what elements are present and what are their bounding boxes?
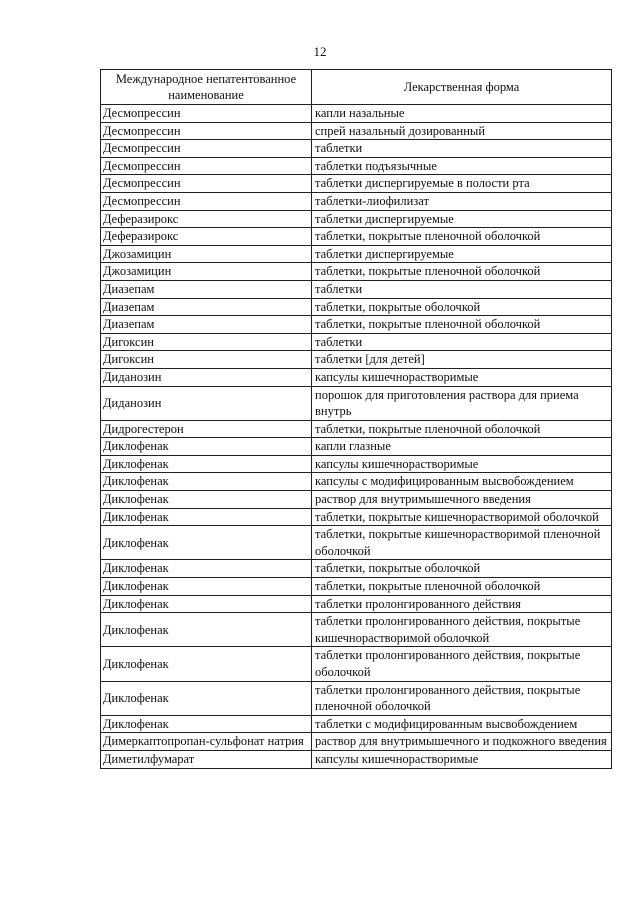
drug-name-cell: Дидрогестерон xyxy=(101,420,312,438)
dosage-form-cell: таблетки, покрытые пленочной оболочкой xyxy=(312,316,612,334)
drug-name-cell: Диазепам xyxy=(101,298,312,316)
table-row xyxy=(101,316,612,334)
dosage-form-cell: таблетки, покрытые кишечнорастворимой пленочной оболочкой xyxy=(312,526,612,560)
dosage-form-cell: капли назальные xyxy=(312,105,612,123)
table-row xyxy=(101,386,612,420)
table-row xyxy=(101,733,612,751)
table-row xyxy=(101,715,612,733)
table-row xyxy=(101,420,612,438)
drug-name-cell: Диклофенак xyxy=(101,578,312,596)
drug-name-cell: Диклофенак xyxy=(101,526,312,560)
drug-name-cell: Дигоксин xyxy=(101,333,312,351)
dosage-form-cell: порошок для приготовления раствора для приема внутрь xyxy=(312,386,612,420)
dosage-form-cell: спрей назальный дозированный xyxy=(312,122,612,140)
dosage-form-cell: капсулы кишечнорастворимые xyxy=(312,455,612,473)
drug-name-cell: Диклофенак xyxy=(101,508,312,526)
drug-name-cell: Джозамицин xyxy=(101,263,312,281)
table-row xyxy=(101,473,612,491)
table-row xyxy=(101,298,612,316)
drug-name-cell: Десмопрессин xyxy=(101,192,312,210)
table-row xyxy=(101,245,612,263)
header-name: Международное непатентованное наименование xyxy=(101,70,312,105)
table-row xyxy=(101,578,612,596)
drug-name-cell: Деферазирокс xyxy=(101,228,312,246)
table-row xyxy=(101,455,612,473)
dosage-form-cell: таблетки диспергируемые в полости рта xyxy=(312,175,612,193)
drug-name-cell: Десмопрессин xyxy=(101,175,312,193)
table-row xyxy=(101,647,612,681)
drug-name-cell: Диклофенак xyxy=(101,560,312,578)
table-row xyxy=(101,560,612,578)
drug-name-cell: Диазепам xyxy=(101,280,312,298)
table-row xyxy=(101,438,612,456)
table-header-row xyxy=(101,70,612,105)
drug-name-cell: Деферазирокс xyxy=(101,210,312,228)
dosage-form-cell: таблетки, покрытые пленочной оболочкой xyxy=(312,228,612,246)
table-row xyxy=(101,228,612,246)
dosage-form-cell: капсулы кишечнорастворимые xyxy=(312,368,612,386)
drug-name-cell: Десмопрессин xyxy=(101,122,312,140)
dosage-form-cell: раствор для внутримышечного введения xyxy=(312,491,612,509)
drug-name-cell: Десмопрессин xyxy=(101,105,312,123)
table-row xyxy=(101,750,612,768)
dosage-form-cell: таблетки пролонгированного действия xyxy=(312,595,612,613)
drug-name-cell: Десмопрессин xyxy=(101,157,312,175)
table-row xyxy=(101,368,612,386)
table-row xyxy=(101,491,612,509)
dosage-form-cell: таблетки [для детей] xyxy=(312,351,612,369)
dosage-form-cell: таблетки подъязычные xyxy=(312,157,612,175)
dosage-form-cell: капсулы с модифицированным высвобождением xyxy=(312,473,612,491)
dosage-form-cell: таблетки, покрытые оболочкой xyxy=(312,560,612,578)
drug-name-cell: Диметилфумарат xyxy=(101,750,312,768)
dosage-form-cell: капли глазные xyxy=(312,438,612,456)
drug-table xyxy=(100,69,612,769)
drug-name-cell: Диклофенак xyxy=(101,438,312,456)
drug-name-cell: Димеркаптопропан-сульфонат натрия xyxy=(101,733,312,751)
table-row xyxy=(101,526,612,560)
drug-name-cell: Джозамицин xyxy=(101,245,312,263)
drug-name-cell: Диклофенак xyxy=(101,613,312,647)
table-row xyxy=(101,280,612,298)
table-row xyxy=(101,613,612,647)
table-row xyxy=(101,122,612,140)
dosage-form-cell: раствор для внутримышечного и подкожного введения xyxy=(312,733,612,751)
drug-name-cell: Диклофенак xyxy=(101,647,312,681)
drug-name-cell: Диклофенак xyxy=(101,455,312,473)
dosage-form-cell: капсулы кишечнорастворимые xyxy=(312,750,612,768)
page-number: 12 xyxy=(313,44,327,59)
drug-name-cell: Дигоксин xyxy=(101,351,312,369)
table-row xyxy=(101,175,612,193)
dosage-form-cell: таблетки xyxy=(312,280,612,298)
dosage-form-cell: таблетки диспергируемые xyxy=(312,245,612,263)
table-row xyxy=(101,105,612,123)
dosage-form-cell: таблетки, покрытые кишечнорастворимой оболочкой xyxy=(312,508,612,526)
table-row xyxy=(101,140,612,158)
dosage-form-cell: таблетки-лиофилизат xyxy=(312,192,612,210)
dosage-form-cell: таблетки, покрытые пленочной оболочкой xyxy=(312,420,612,438)
dosage-form-cell: таблетки xyxy=(312,140,612,158)
header-form: Лекарственная форма xyxy=(312,70,612,105)
dosage-form-cell: таблетки диспергируемые xyxy=(312,210,612,228)
dosage-form-cell: таблетки пролонгированного действия, покрытые кишечнорастворимой оболочкой xyxy=(312,613,612,647)
table-row xyxy=(101,210,612,228)
table-row xyxy=(101,333,612,351)
table-row xyxy=(101,351,612,369)
table-row xyxy=(101,192,612,210)
dosage-form-cell: таблетки xyxy=(312,333,612,351)
drug-name-cell: Диазепам xyxy=(101,316,312,334)
drug-name-cell: Десмопрессин xyxy=(101,140,312,158)
dosage-form-cell: таблетки пролонгированного действия, покрытые оболочкой xyxy=(312,647,612,681)
dosage-form-cell: таблетки, покрытые оболочкой xyxy=(312,298,612,316)
drug-name-cell: Диклофенак xyxy=(101,715,312,733)
drug-name-cell: Диклофенак xyxy=(101,473,312,491)
drug-name-cell: Диданозин xyxy=(101,368,312,386)
table-row xyxy=(101,681,612,715)
drug-name-cell: Диклофенак xyxy=(101,491,312,509)
table-row xyxy=(101,157,612,175)
dosage-form-cell: таблетки с модифицированным высвобождением xyxy=(312,715,612,733)
dosage-form-cell: таблетки, покрытые пленочной оболочкой xyxy=(312,263,612,281)
dosage-form-cell: таблетки, покрытые пленочной оболочкой xyxy=(312,578,612,596)
table-row xyxy=(101,508,612,526)
drug-name-cell: Диклофенак xyxy=(101,681,312,715)
table-row xyxy=(101,263,612,281)
dosage-form-cell: таблетки пролонгированного действия, покрытые пленочной оболочкой xyxy=(312,681,612,715)
table-row xyxy=(101,595,612,613)
drug-name-cell: Диданозин xyxy=(101,386,312,420)
drug-name-cell: Диклофенак xyxy=(101,595,312,613)
